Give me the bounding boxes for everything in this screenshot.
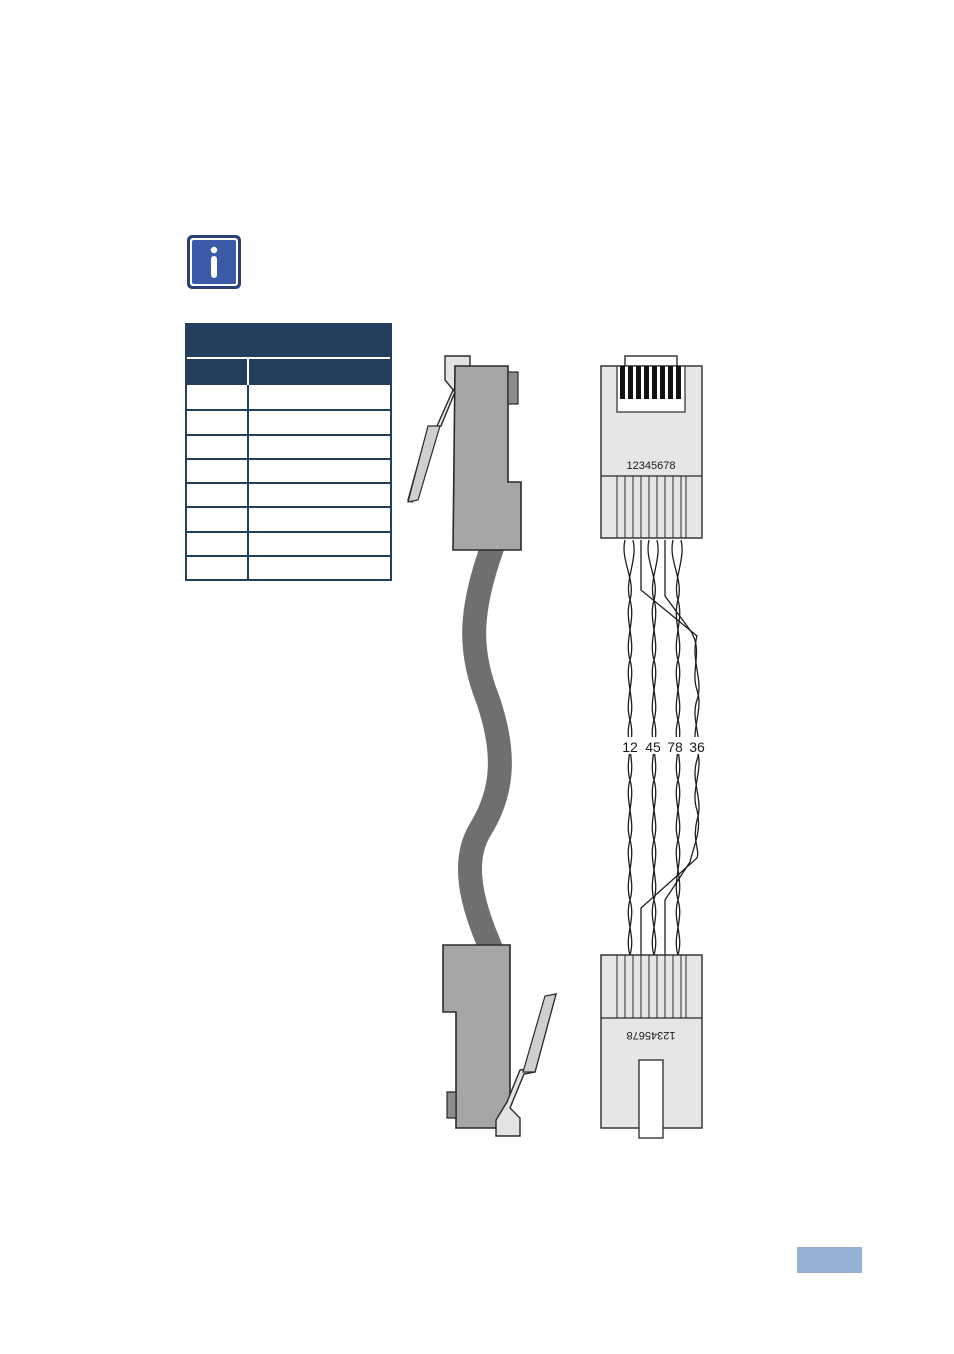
- bottom-plug-front: [601, 955, 702, 1138]
- page-number-tab: [797, 1247, 862, 1273]
- bottom-pin-numbers: 12345678: [626, 1029, 676, 1041]
- pair-label-36: 36: [689, 739, 705, 755]
- top-plug-side: [408, 356, 521, 550]
- pair-label-12: 12: [622, 739, 638, 755]
- pair-labels: [616, 737, 708, 755]
- bottom-plug-side: [443, 945, 556, 1136]
- cable-side-view: [408, 356, 556, 1136]
- top-plug-front: [601, 356, 702, 538]
- top-pin-numbers: 12345678: [626, 460, 676, 472]
- pair-label-45: 45: [645, 739, 661, 755]
- pair-label-78: 78: [667, 739, 683, 755]
